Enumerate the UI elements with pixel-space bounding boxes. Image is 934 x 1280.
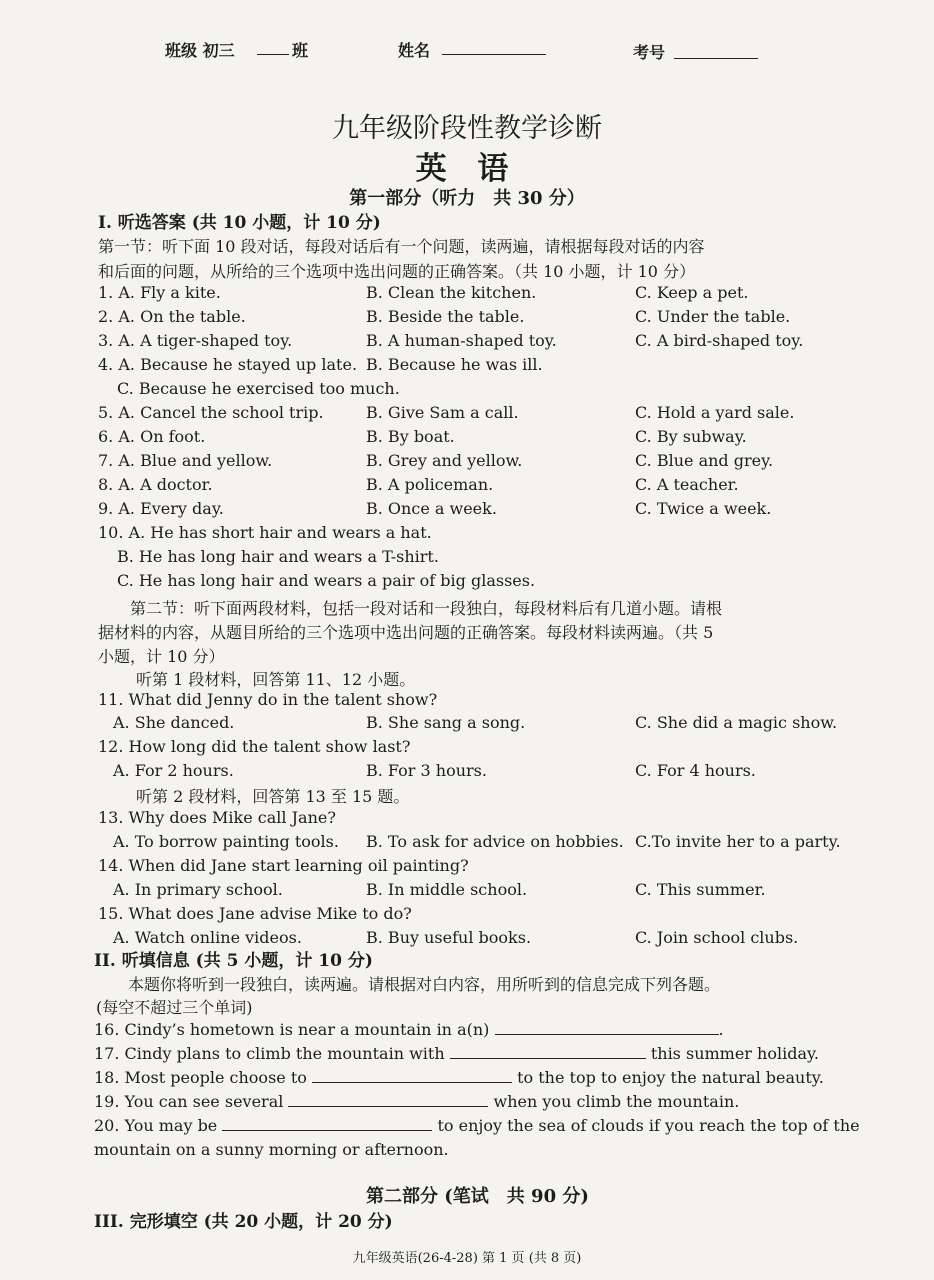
class-label: 班级 初三 (165, 41, 235, 60)
q10-option-c: C. He has long hair and wears a pair of big glasses. (117, 571, 536, 590)
q12-stem: 12. How long did the talent show last? (98, 737, 411, 756)
q5-option-c: C. Hold a yard sale. (635, 403, 795, 422)
q17-text: 17. Cindy plans to climb the mountain with (94, 1044, 445, 1063)
q11-option-a: A. She danced. (113, 713, 235, 732)
q11-option-c: C. She did a magic show. (635, 713, 838, 732)
q19-text: 19. You can see several (94, 1092, 284, 1111)
q8-option-c: C. A teacher. (635, 475, 739, 494)
q10-option-b: B. He has long hair and wears a T-shirt. (117, 547, 439, 566)
q2-option-c: C. Under the table. (635, 307, 791, 326)
section2-instruction-2: (每空不超过三个单词) (96, 998, 253, 1017)
material1-note: 听第 1 段材料，回答第 11、12 小题。 (136, 670, 416, 689)
q16-answer-blank[interactable] (495, 1020, 719, 1035)
q1-option-b: B. Clean the kitchen. (366, 283, 537, 302)
q5-option-a: 5. A. Cancel the school trip. (98, 403, 324, 422)
name-blank (442, 40, 546, 59)
name-label: 姓名 (398, 41, 431, 60)
q18 (94, 1068, 824, 1087)
q20 (94, 1116, 860, 1135)
q2-option-b: B. Beside the table. (366, 307, 525, 326)
q9-option-b: B. Once a week. (366, 499, 497, 518)
q3-option-b: B. A human-shaped toy. (366, 331, 557, 350)
q7-option-a: 7. A. Blue and yellow. (98, 451, 273, 470)
q13-option-a: A. To borrow painting tools. (113, 832, 339, 851)
q5-option-b: B. Give Sam a call. (366, 403, 519, 422)
q8-option-a: 8. A. A doctor. (98, 475, 213, 494)
q10-option-a: 10. A. He has short hair and wears a hat. (98, 523, 432, 542)
q16-end: . (718, 1020, 724, 1039)
q19 (94, 1092, 739, 1111)
q14-option-c: C. This summer. (635, 880, 766, 899)
q17-answer-blank[interactable] (450, 1044, 646, 1059)
q18-text: 18. Most people choose to (94, 1068, 307, 1087)
q20-answer-blank[interactable] (222, 1116, 432, 1131)
q20-continued: mountain on a sunny morning or afternoon. (94, 1140, 449, 1159)
q20-text-after: to enjoy the sea of clouds if you reach the top of the (437, 1116, 860, 1135)
q4-option-a: 4. A. Because he stayed up late. (98, 355, 358, 374)
q12-option-c: C. For 4 hours. (635, 761, 756, 780)
q9-option-a: 9. A. Every day. (98, 499, 224, 518)
q16-text: 16. Cindy’s hometown is near a mountain in a(n) (94, 1020, 490, 1039)
q9-option-c: C. Twice a week. (635, 499, 772, 518)
q7-option-b: B. Grey and yellow. (366, 451, 523, 470)
q14-stem: 14. When did Jane start learning oil painting? (98, 856, 469, 875)
q17 (94, 1044, 819, 1063)
q2-option-a: 2. A. On the table. (98, 307, 246, 326)
exam-no-label: 考号 (633, 43, 666, 62)
q15-option-b: B. Buy useful books. (366, 928, 532, 947)
q3-option-c: C. A bird-shaped toy. (635, 331, 804, 350)
q6-option-b: B. By boat. (366, 427, 455, 446)
q1-option-c: C. Keep a pet. (635, 283, 749, 302)
q18-text-after: to the top to enjoy the natural beauty. (517, 1068, 824, 1087)
material2-note: 听第 2 段材料，回答第 13 至 15 题。 (136, 787, 410, 806)
part2-heading: 第二部分 (笔试 共 90 分) (366, 1186, 589, 1207)
q8-option-b: B. A policeman. (366, 475, 494, 494)
page-footer: 九年级英语(26-4-28) 第 1 页 (共 8 页) (352, 1251, 582, 1266)
subject-title: 英 语 (415, 151, 519, 187)
q15-option-a: A. Watch online videos. (113, 928, 302, 947)
q16 (94, 1020, 724, 1039)
q13-option-b: B. To ask for advice on hobbies. (366, 832, 624, 851)
class-blank (257, 40, 289, 59)
section2-heading: II. 听填信息 (共 5 小题，计 10 分) (94, 951, 373, 971)
q6-option-c: C. By subway. (635, 427, 747, 446)
q15-stem: 15. What does Jane advise Mike to do? (98, 904, 412, 923)
q4-option-c: C. Because he exercised too much. (117, 379, 400, 398)
exam-title: 九年级阶段性教学诊断 (332, 113, 602, 144)
q7-option-c: C. Blue and grey. (635, 451, 774, 470)
section3-heading: III. 完形填空 (共 20 小题，计 20 分) (94, 1212, 393, 1232)
section1-instruction-2: 和后面的问题，从所给的三个选项中选出问题的正确答案。（共 10 小题，计 10 分） (98, 262, 696, 281)
q19-text-after: when you climb the mountain. (493, 1092, 740, 1111)
section1-part2-instruction-2: 据材料的内容，从题目所给的三个选项中选出问题的正确答案。每段材料读两遍。（共 5 (98, 623, 714, 642)
q12-option-a: A. For 2 hours. (113, 761, 234, 780)
q12-option-b: B. For 3 hours. (366, 761, 487, 780)
q11-option-b: B. She sang a song. (366, 713, 526, 732)
q15-option-c: C. Join school clubs. (635, 928, 799, 947)
section2-instruction-1: 本题你将听到一段独白，读两遍。请根据对白内容，用所听到的信息完成下列各题。 (128, 975, 721, 994)
section1-part2-instruction-3: 小题，计 10 分） (98, 647, 225, 666)
q11-stem: 11. What did Jenny do in the talent show? (98, 690, 438, 709)
q13-option-c: C.To invite her to a party. (635, 832, 841, 851)
section1-heading: I. 听选答案 (共 10 小题，计 10 分) (98, 213, 381, 233)
q4-option-b: B. Because he was ill. (366, 355, 543, 374)
section1-part2-instruction-1: 第二节：听下面两段材料，包括一段对话和一段独白，每段材料后有几道小题。请根 (130, 599, 723, 618)
part1-heading: 第一部分（听力 共 30 分） (349, 188, 585, 209)
q19-answer-blank[interactable] (288, 1092, 488, 1107)
q3-option-a: 3. A. A tiger-shaped toy. (98, 331, 293, 350)
q14-option-a: A. In primary school. (113, 880, 283, 899)
q17-text-after: this summer holiday. (650, 1044, 819, 1063)
q6-option-a: 6. A. On foot. (98, 427, 206, 446)
class-suffix: 班 (292, 41, 309, 60)
section1-instruction-1: 第一节：听下面 10 段对话，每段对话后有一个问题，读两遍，请根据每段对话的内容 (98, 237, 705, 256)
q13-stem: 13. Why does Mike call Jane? (98, 808, 336, 827)
exam-no-blank (674, 44, 758, 63)
q14-option-b: B. In middle school. (366, 880, 528, 899)
q18-answer-blank[interactable] (312, 1068, 512, 1083)
q1-option-a: 1. A. Fly a kite. (98, 283, 221, 302)
q20-text: 20. You may be (94, 1116, 218, 1135)
